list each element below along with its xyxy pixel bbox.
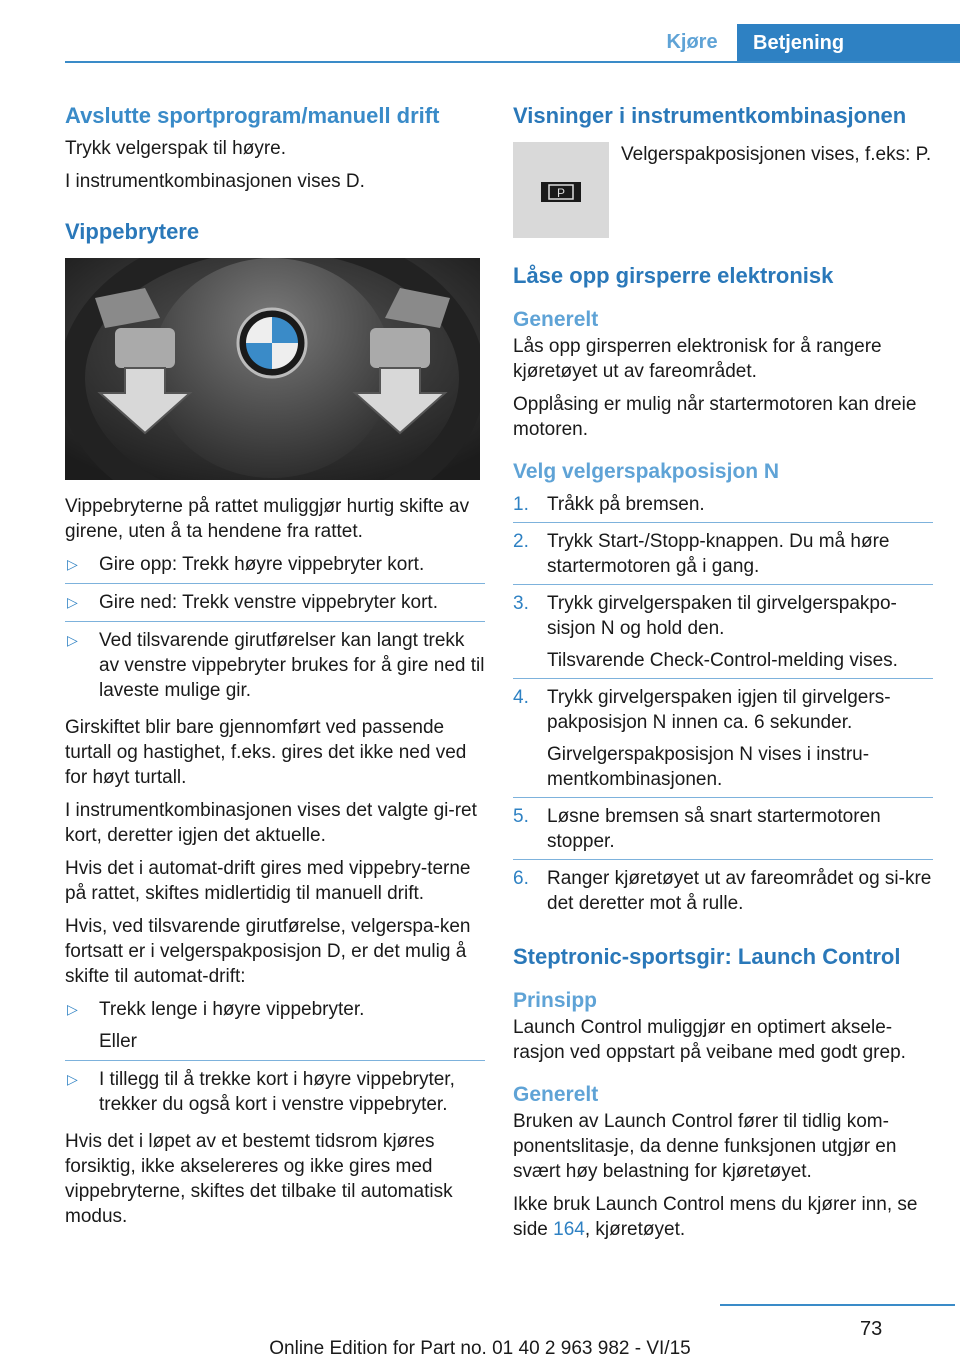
heading-generelt: Generelt xyxy=(513,1083,599,1106)
heading-generelt: Generelt xyxy=(513,308,599,331)
steering-wheel-image xyxy=(65,258,480,480)
step-text: Ranger kjøretøyet ut av fareområdet og si-kre det deretter mot å rulle. xyxy=(547,868,932,914)
list-item xyxy=(513,591,933,679)
gear-letter: P xyxy=(556,186,566,200)
paragraph: Hvis det i løpet av et bestemt tidsrom kjøres forsiktig, ikke akselereres og ikke gires med vippebryterne, skiftes det tilbake til automatisk modus. xyxy=(65,1131,453,1227)
step-note: Tilsvarende Check-Control-melding vises. xyxy=(547,650,898,671)
paragraph: Lås opp girsperren elektronisk for å rangere kjøretøyet ut av fareområdet. xyxy=(513,336,882,382)
paddle-list xyxy=(65,552,485,709)
list-item xyxy=(65,552,485,584)
list-item xyxy=(513,866,933,921)
heading-prinsipp: Prinsipp xyxy=(513,989,598,1012)
tab-betjening[interactable]: Betjening xyxy=(737,24,960,63)
footer-edition: Online Edition for Part no. 01 40 2 963 982 - VI/15 xyxy=(269,1338,691,1359)
step-number: 4. xyxy=(513,687,529,708)
page-number: 73 xyxy=(860,1318,883,1340)
triangle-bullet-icon: ▷ xyxy=(67,594,78,610)
list-item-text: Trekk lenge i høyre vippebryter. xyxy=(99,999,365,1020)
left-column xyxy=(65,102,485,1229)
gear-display-image xyxy=(513,142,609,238)
step-number: 1. xyxy=(513,494,529,515)
paragraph: Launch Control muliggjør en optimert aksele-rasjon ved oppstart på veibane med godt grep. xyxy=(513,1017,906,1063)
step-number: 5. xyxy=(513,806,529,827)
step-text: Trykk Start-/Stopp-knappen. Du må høre startermotoren gå i gang. xyxy=(547,531,890,577)
header-rule xyxy=(65,61,960,63)
steps-list xyxy=(513,492,933,921)
list-item xyxy=(513,492,933,523)
list-item-sub: Eller xyxy=(99,1031,138,1052)
list-item xyxy=(65,628,485,709)
step-number: 6. xyxy=(513,868,529,889)
automat-list xyxy=(65,997,485,1123)
list-item xyxy=(513,685,933,798)
list-item xyxy=(65,997,485,1061)
triangle-bullet-icon: ▷ xyxy=(67,556,78,572)
footer-rule xyxy=(720,1304,955,1306)
step-text: Løsne bremsen så snart startermotoren stopper. xyxy=(547,806,881,852)
step-number: 3. xyxy=(513,593,529,614)
paragraph: I instrumentkombinasjonen vises det valgte gi-ret kort, deretter igjen det aktuelle. xyxy=(65,800,477,846)
list-item xyxy=(513,804,933,860)
paragraph: Vippebryterne på rattet muliggjør hurtig skifte av girene, uten å ta hendene fra rattet. xyxy=(65,496,470,542)
list-item-text: Gire ned: Trekk venstre vippebryter kort. xyxy=(99,592,438,613)
right-column xyxy=(513,102,933,1242)
paragraph: I instrumentkombinasjonen vises D. xyxy=(65,171,365,192)
heading-velg: Velg velgerspakposisjon N xyxy=(513,460,780,483)
paragraph: Velgerspakposisjonen vises, f.eks: P. xyxy=(621,144,932,165)
heading-vippebrytere: Vippebrytere xyxy=(65,219,200,244)
page-reference-link[interactable]: 164 xyxy=(553,1219,585,1240)
text-run: , kjøretøyet. xyxy=(584,1219,686,1240)
paragraph: Girskiftet blir bare gjennomført ved passende turtall og hastighet, f.eks. gires det ikke ned ved for høyt turtall. xyxy=(65,717,467,788)
list-item-text: Gire opp: Trekk høyre vippebryter kort. xyxy=(99,554,425,575)
triangle-bullet-icon: ▷ xyxy=(67,1001,78,1017)
step-note: Girvelgerspakposisjon N vises i instru-mentkombinasjonen. xyxy=(547,744,870,790)
tab-kjore[interactable]: Kjøre xyxy=(666,31,718,53)
heading-visninger: Visninger i instrumentkombinasjonen xyxy=(513,103,907,128)
text-run: Ikke bruk Launch Control mens du kjører inn, se side xyxy=(513,1194,918,1240)
step-text: Trykk girvelgerspaken til girvelgerspakpo-sisjon N og hold den. xyxy=(547,593,897,639)
step-text: Tråkk på bremsen. xyxy=(547,494,705,515)
paragraph: Hvis det i automat-drift gires med vippebry-terne på rattet, skiftes midlertidig til manuell drift. xyxy=(65,858,471,904)
list-item-text: Ved tilsvarende girutførelser kan langt trekk av venstre vippebryter brukes for å gire ned til laveste mulige gir. xyxy=(99,630,485,701)
heading-avslutte: Avslutte sportprogram/manuell drift xyxy=(65,103,440,128)
list-item xyxy=(65,590,485,622)
triangle-bullet-icon: ▷ xyxy=(67,1071,78,1087)
list-item xyxy=(65,1067,485,1123)
list-item-text: I tillegg til å trekke kort i høyre vippebryter, trekker du også kort i venstre vippebryter. xyxy=(99,1069,455,1115)
paragraph: Opplåsing er mulig når startermotoren kan dreie motoren. xyxy=(513,394,917,440)
paragraph: Trykk velgerspak til høyre. xyxy=(65,138,287,159)
paragraph: Hvis, ved tilsvarende girutførelse, velgerspa-ken fortsatt er i velgerspakposisjon D, er det mulig å skifte til automat-drift: xyxy=(65,916,471,987)
step-number: 2. xyxy=(513,531,529,552)
heading-launch-control: Steptronic-sportsgir: Launch Control xyxy=(513,944,901,969)
paragraph: Bruken av Launch Control fører til tidlig kom-ponentslitasje, da denne funksjonen utgjør en svært høy belastning for kjøretøyet. xyxy=(513,1111,897,1182)
step-text: Trykk girvelgerspaken igjen til girvelgers-pakposisjon N innen ca. 6 sekunder. xyxy=(547,687,891,733)
list-item xyxy=(513,529,933,585)
heading-lase-opp: Låse opp girsperre elektronisk xyxy=(513,263,834,288)
paragraph xyxy=(513,1192,933,1242)
triangle-bullet-icon: ▷ xyxy=(67,632,78,648)
